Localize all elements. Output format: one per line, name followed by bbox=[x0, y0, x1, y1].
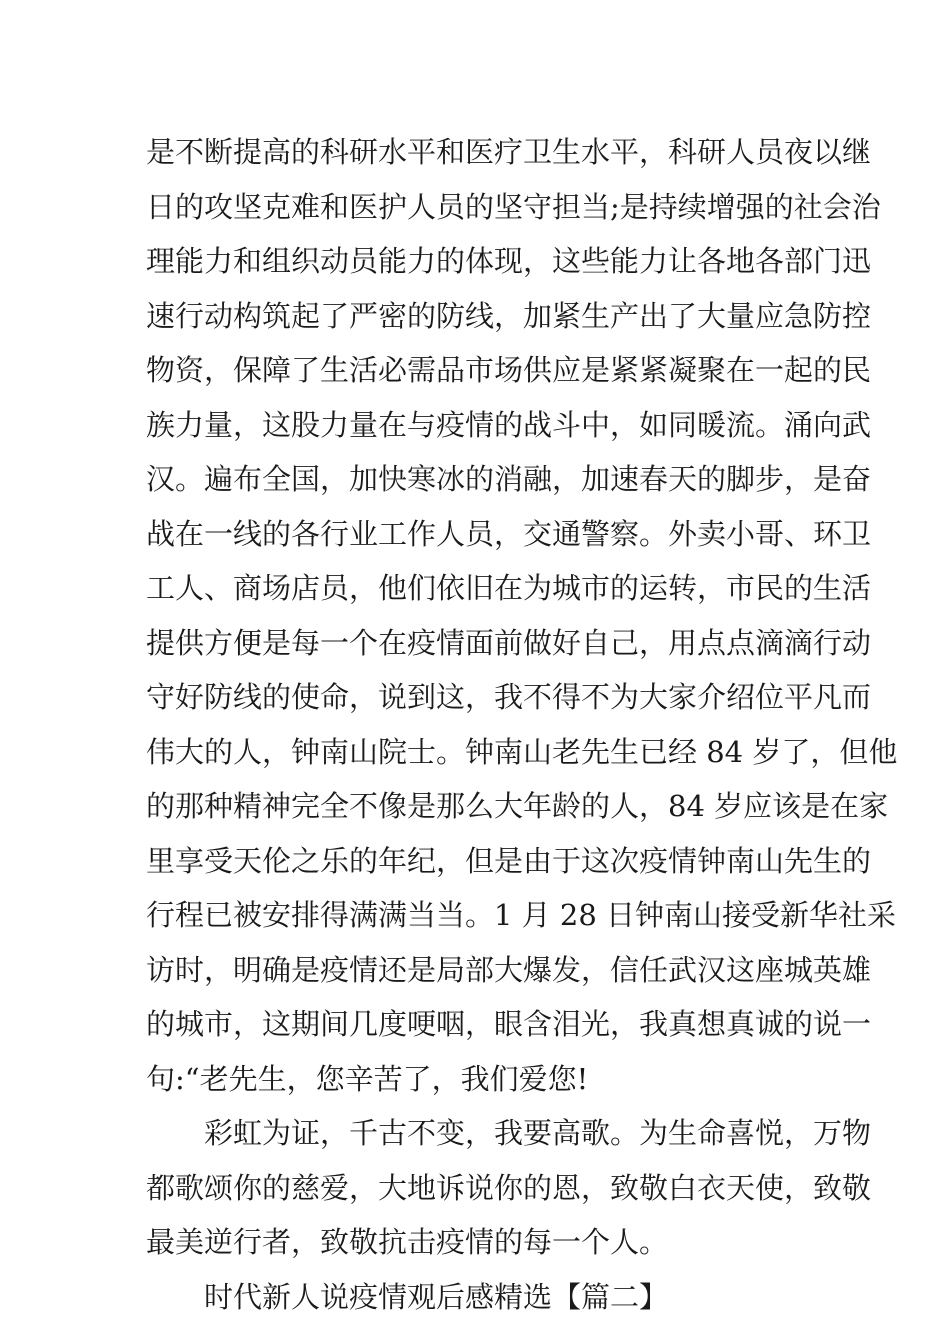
paragraph-1-line-1: 是不断提高的科研水平和医疗卫生水平，科研人员夜以继 bbox=[146, 135, 872, 169]
paragraph-1-line-14: 里享受天伦之乐的年纪，但是由于这次疫情钟南山先生的 bbox=[146, 844, 872, 878]
paragraph-1-line-10: 提供方便是每一个在疫情面前做好自己，用点点滴滴行动 bbox=[146, 626, 872, 660]
paragraph-1-line-17: 的城市，这期间几度哽咽，眼含泪光，我真想真诚的说一 bbox=[146, 1007, 872, 1041]
paragraph-1-line-11: 守好防线的使命，说到这，我不得不为大家介绍位平凡而 bbox=[146, 680, 872, 714]
paragraph-1-line-16: 访时，明确是疫情还是局部大爆发，信任武汉这座城英雄 bbox=[146, 953, 872, 987]
paragraph-1-line-15: 行程已被安排得满满当当。1 月 28 日钟南山接受新华社采 bbox=[146, 898, 897, 932]
paragraph-1-line-12: 伟大的人，钟南山院士。钟南山老先生已经 84 岁了，但他 bbox=[146, 735, 898, 769]
paragraph-1-line-18: 句:“老先生，您辛苦了，我们爱您! bbox=[146, 1062, 589, 1096]
paragraph-1-line-3: 理能力和组织动员能力的体现，这些能力让各地各部门迅 bbox=[146, 244, 872, 278]
paragraph-1-line-6: 族力量，这股力量在与疫情的战斗中，如同暖流。涌向武 bbox=[146, 408, 872, 442]
paragraph-1-line-13: 的那种精神完全不像是那么大年龄的人，84 岁应该是在家 bbox=[146, 789, 889, 823]
paragraph-1-line-7: 汉。遍布全国，加快寒冰的消融，加速春天的脚步，是奋 bbox=[146, 462, 872, 496]
paragraph-1-line-8: 战在一线的各行业工作人员，交通警察。外卖小哥、环卫 bbox=[146, 517, 872, 551]
section-heading: 时代新人说疫情观后感精选【篇二】 bbox=[204, 1280, 669, 1314]
paragraph-2-line-2: 都歌颂你的慈爱，大地诉说你的恩，致敬白衣天使，致敬 bbox=[146, 1171, 872, 1205]
paragraph-2-line-3: 最美逆行者，致敬抗击疫情的每一个人。 bbox=[146, 1225, 669, 1259]
paragraph-2-line-1: 彩虹为证，千古不变，我要高歌。为生命喜悦，万物 bbox=[204, 1116, 872, 1150]
paragraph-1-line-4: 速行动构筑起了严密的防线，加紧生产出了大量应急防控 bbox=[146, 299, 872, 333]
paragraph-1-line-9: 工人、商场店员，他们依旧在为城市的运转，市民的生活 bbox=[146, 571, 872, 605]
paragraph-1-line-2: 日的攻坚克难和医护人员的坚守担当;是持续增强的社会治 bbox=[146, 190, 881, 224]
paragraph-1-line-5: 物资，保障了生活必需品市场供应是紧紧凝聚在一起的民 bbox=[146, 353, 872, 387]
